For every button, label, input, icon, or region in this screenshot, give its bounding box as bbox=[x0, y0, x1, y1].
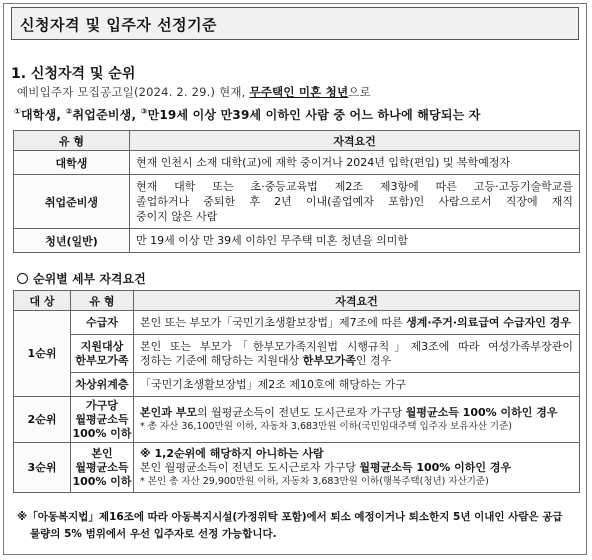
table-row bbox=[14, 151, 580, 175]
circle-bullet-icon bbox=[17, 273, 28, 284]
eligibility-table bbox=[13, 130, 580, 253]
requirement-personal-pre: 본인 월평균소득이 전년도 도시근로자 가구당 bbox=[140, 460, 360, 474]
footnote-line1: ※「아동복지법」제16조에 따라 아동복지시설(가정위탁 포함)에서 퇴소 예정이거나 퇴소한지 5년 이내인 사람은 공급 bbox=[17, 511, 563, 523]
type-personal-income-line3: 100% 이하 bbox=[72, 474, 132, 488]
type-general-youth: 청년(일반) bbox=[14, 229, 130, 253]
requirement-household-asset-note: * 총 자산 36,100만원 이하, 자동차 3,683만원 이하(국민임대주택 입주자 보유자산 기준) bbox=[140, 420, 512, 432]
category-student: 대학생, bbox=[20, 108, 66, 122]
requirement-household-bold1: 본인과 부모 bbox=[140, 405, 197, 419]
intro-prefix: 예비입주자 모집공고일(2024. 2. 29.) 현재, bbox=[17, 85, 250, 99]
requirement-general-youth: 만 19세 이상 만 39세 이하인 무주택 미혼 청년을 의미함 bbox=[130, 229, 580, 253]
requirement-student: 현재 인천시 소재 대학(교)에 재학 중이거나 2024년 입학(편입) 및 복학예정자 bbox=[130, 151, 580, 175]
requirement-single-parent-bold: 한부모가족 bbox=[302, 353, 356, 367]
type-single-parent-line2: 한부모가족 bbox=[75, 353, 129, 367]
rank-3: 3순위 bbox=[14, 443, 71, 493]
table-row bbox=[14, 229, 580, 253]
type-household-income-line2: 월평균소득 bbox=[75, 412, 129, 426]
requirement-personal-income bbox=[134, 443, 580, 493]
requirement-single-parent-line1: 본인 또는 부모가「한부모가족지원법 시행규칙」제3조에 따라 여성가족부장관이 bbox=[140, 339, 573, 353]
requirement-jobseeker-line3: 중이지 않은 사람 bbox=[136, 210, 218, 223]
section2-heading-text: 순위별 세부 자격요건 bbox=[33, 272, 146, 286]
requirement-recipient-text: 본인 또는 부모가「국민기초생활보장법」제7조에 따른 bbox=[140, 315, 407, 329]
intro-highlight: 무주택인 미혼 청년 bbox=[249, 85, 349, 99]
footnote-line2: 물량의 5% 범위에서 우선 입주자로 선정 가능합니다. bbox=[30, 528, 277, 540]
requirement-household-income-line1 bbox=[140, 406, 573, 420]
table-row bbox=[14, 175, 580, 229]
header-requirement: 자격요건 bbox=[134, 291, 580, 311]
requirement-single-parent-line2 bbox=[140, 354, 573, 368]
requirement-jobseeker-line2: 졸업하거나 중퇴한 후 2년 이내(졸업예자 포함)인 사람으로서 직장에 재직 bbox=[136, 195, 573, 208]
header-type: 유 형 bbox=[14, 131, 130, 151]
requirement-jobseeker-line1: 현재 대학 또는 초·중등교육법 제2조 제3항에 따른 고등·고등기술학교를 bbox=[136, 180, 573, 193]
type-personal-income bbox=[71, 443, 134, 493]
marker-3: ③ bbox=[140, 107, 148, 116]
type-single-parent bbox=[71, 335, 134, 373]
priority-table bbox=[13, 290, 580, 493]
requirement-single-parent bbox=[134, 335, 580, 373]
type-student: 대학생 bbox=[14, 151, 130, 175]
type-single-parent-line1: 지원대상 bbox=[80, 339, 124, 353]
table-row bbox=[14, 373, 580, 397]
requirement-household-bold2: 월평균소득 100% 이하인 경우 bbox=[405, 405, 558, 419]
type-near-poverty: 차상위계층 bbox=[71, 373, 134, 397]
intro-suffix: 으로 bbox=[348, 85, 371, 99]
eligibility-categories bbox=[14, 106, 481, 123]
category-youth: 만19세 이상 만39세 이하인 사람 중 어느 하나에 해당되는 자 bbox=[147, 108, 481, 122]
requirement-personal-income-line2 bbox=[140, 461, 573, 475]
table-row bbox=[14, 335, 580, 373]
section2-heading bbox=[17, 270, 146, 287]
table-row bbox=[14, 397, 580, 443]
section1-heading: 1. 신청자격 및 순위 bbox=[11, 66, 136, 82]
category-jobseeker: 취업준비생, bbox=[72, 108, 141, 122]
requirement-recipient bbox=[134, 311, 580, 335]
requirement-single-parent-post: 인 경우 bbox=[355, 353, 392, 367]
type-household-income-line1: 가구당 bbox=[86, 398, 118, 412]
table-row bbox=[14, 443, 580, 493]
requirement-jobseeker bbox=[130, 175, 580, 229]
requirement-recipient-bold: 생계·주거·의료급여 수급자인 경우 bbox=[406, 315, 571, 329]
requirement-household-mid: 의 월평균소득이 전년도 도시근로자 가구당 bbox=[196, 405, 406, 419]
requirement-personal-note: ※ 1,2순위에 해당하지 아니하는 사람 bbox=[140, 446, 324, 460]
type-household-income-line3: 100% 이하 bbox=[72, 426, 132, 440]
header-type: 유 형 bbox=[71, 291, 134, 311]
requirement-household-income bbox=[134, 397, 580, 443]
type-personal-income-line2: 월평균소득 bbox=[75, 460, 129, 474]
marker-2: ② bbox=[65, 107, 73, 116]
type-jobseeker: 취업준비생 bbox=[14, 175, 130, 229]
header-requirement: 자격요건 bbox=[130, 131, 580, 151]
type-household-income bbox=[71, 397, 134, 443]
eligibility-intro bbox=[17, 84, 371, 100]
marker-1: ① bbox=[14, 107, 21, 116]
page-title: 신청자격 및 입주자 선정기준 bbox=[11, 7, 579, 40]
requirement-personal-bold: 월평균소득 100% 이하인 경우 bbox=[359, 460, 512, 474]
requirement-personal-asset-note: * 본인 총 자산 29,900만원 이하, 자동차 3,683만원 이하(행복주택(청년) 자산기준) bbox=[140, 475, 489, 487]
rank-1: 1순위 bbox=[14, 311, 71, 397]
requirement-near-poverty: 「국민기초생활보장법」제2조 제10호에 해당하는 가구 bbox=[134, 373, 580, 397]
rank-2: 2순위 bbox=[14, 397, 71, 443]
table-row bbox=[14, 311, 580, 335]
requirement-single-parent-pre: 정하는 기준에 해당하는 지원대상 bbox=[140, 353, 303, 367]
header-target: 대 상 bbox=[14, 291, 71, 311]
footnote bbox=[17, 509, 572, 543]
type-personal-income-line1: 본인 bbox=[91, 446, 113, 460]
type-recipient: 수급자 bbox=[71, 311, 134, 335]
